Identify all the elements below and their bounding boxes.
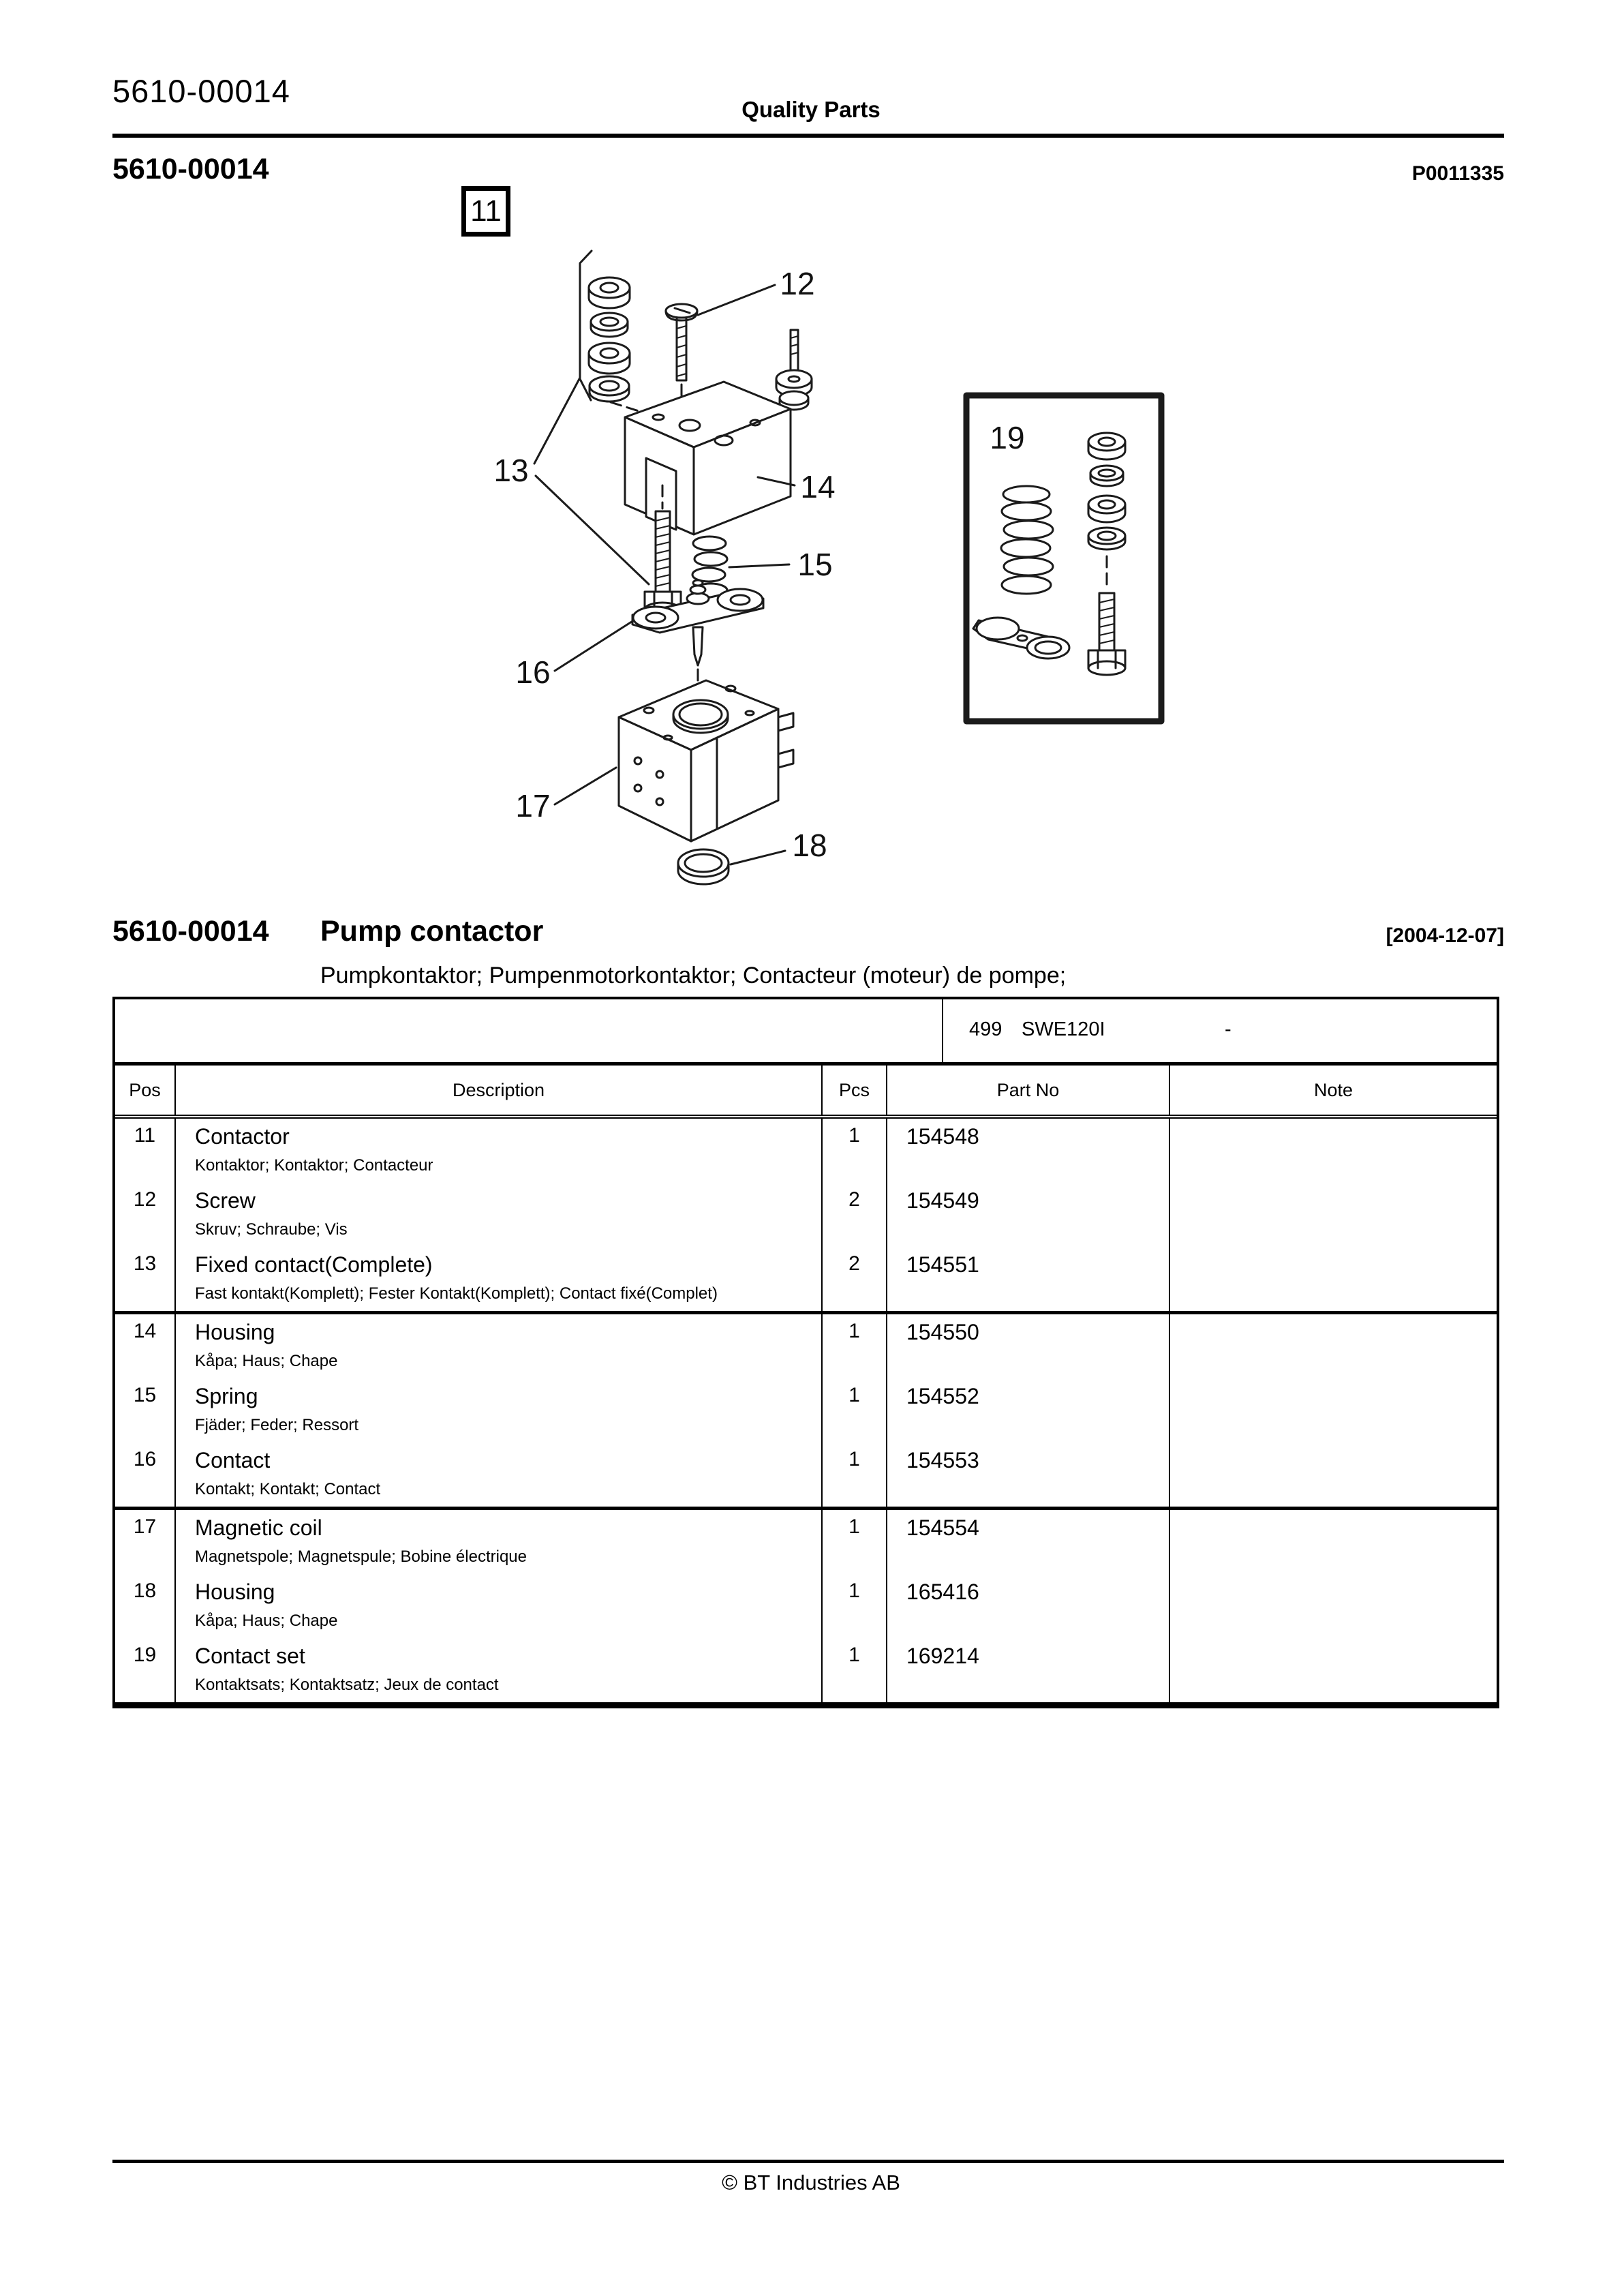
part-name: Spring bbox=[195, 1384, 258, 1408]
callout-19: 19 bbox=[990, 420, 1025, 455]
part-alt-names: Kåpa; Haus; Chape bbox=[195, 1612, 338, 1630]
series-header-row bbox=[115, 999, 1497, 1066]
row-part-no: 154549 bbox=[887, 1183, 1169, 1247]
part-alt-names: Skruv; Schraube; Vis bbox=[195, 1220, 348, 1239]
table-row bbox=[115, 1442, 1497, 1509]
row-pos: 11 bbox=[134, 1124, 156, 1147]
table-row bbox=[115, 1117, 1497, 1183]
callout-15: 15 bbox=[797, 547, 833, 582]
row-pcs: 1 bbox=[822, 1574, 887, 1638]
row-part-no: 154551 bbox=[887, 1247, 1169, 1313]
row-part-no: 154552 bbox=[887, 1378, 1169, 1442]
row-pcs: 1 bbox=[822, 1378, 887, 1442]
row-note bbox=[1169, 1378, 1497, 1442]
part-alt-names: Kontaktsats; Kontaktsatz; Jeux de contact bbox=[195, 1676, 499, 1694]
row-description bbox=[175, 1509, 822, 1575]
part-name: Screw bbox=[195, 1188, 256, 1213]
fixed-contact-stack-illustration bbox=[580, 251, 658, 417]
row-description bbox=[175, 1313, 822, 1379]
callout-13: 13 bbox=[493, 453, 529, 488]
row-description bbox=[175, 1247, 822, 1313]
row-note bbox=[1169, 1117, 1497, 1183]
callout-16: 16 bbox=[515, 654, 551, 690]
col-header-description: Description bbox=[175, 1066, 822, 1117]
row-part-no: 154550 bbox=[887, 1313, 1169, 1379]
section-revision-date: [2004-12-07] bbox=[1386, 924, 1504, 947]
series-divider bbox=[942, 999, 943, 1062]
part-alt-names: Magnetspole; Magnetspule; Bobine électrique bbox=[195, 1547, 527, 1566]
callout-17: 17 bbox=[515, 788, 551, 824]
col-header-part-no: Part No bbox=[887, 1066, 1169, 1117]
row-note bbox=[1169, 1247, 1497, 1313]
table-row bbox=[115, 1183, 1497, 1247]
row-pcs: 1 bbox=[822, 1442, 887, 1509]
row-part-no: 169214 bbox=[887, 1638, 1169, 1704]
row-part-no: 154548 bbox=[887, 1117, 1169, 1183]
row-part-no: 154553 bbox=[887, 1442, 1169, 1509]
part-name: Fixed contact(Complete) bbox=[195, 1252, 433, 1277]
leader-18 bbox=[731, 851, 785, 864]
row-pos: 14 bbox=[133, 1320, 157, 1342]
leader-12 bbox=[698, 285, 775, 315]
callout-18: 18 bbox=[792, 828, 827, 863]
row-note bbox=[1169, 1442, 1497, 1509]
contact-set-box bbox=[966, 395, 1161, 721]
col-header-pcs: Pcs bbox=[822, 1066, 887, 1117]
callout-14: 14 bbox=[800, 469, 836, 504]
row-pcs: 1 bbox=[822, 1313, 887, 1379]
row-description bbox=[175, 1442, 822, 1509]
image-reference: P0011335 bbox=[1411, 162, 1504, 185]
table-row bbox=[115, 1638, 1497, 1704]
document-number: 5610-00014 bbox=[112, 153, 269, 185]
row-description bbox=[175, 1117, 822, 1183]
row-pos: 19 bbox=[115, 1638, 175, 1704]
row-description bbox=[175, 1183, 822, 1247]
col-header-note: Note bbox=[1169, 1066, 1497, 1117]
page-header-title: Quality Parts bbox=[741, 97, 881, 122]
footer-copyright: © BT Industries AB bbox=[722, 2171, 900, 2194]
section-title: Pump contactor bbox=[320, 915, 544, 948]
leader-13a bbox=[534, 378, 580, 464]
row-note bbox=[1169, 1183, 1497, 1247]
housing-ring-illustration bbox=[678, 849, 729, 884]
row-note bbox=[1169, 1509, 1497, 1575]
part-name: Magnetic coil bbox=[195, 1515, 322, 1540]
leader-16 bbox=[555, 620, 634, 671]
page-header-doc-number: 5610-00014 bbox=[112, 73, 290, 109]
row-pcs: 1 bbox=[822, 1117, 887, 1183]
row-description bbox=[175, 1378, 822, 1442]
footer-rule bbox=[112, 2160, 1504, 2163]
section-subtitle: Pumpkontaktor; Pumpenmotorkontaktor; Contacteur (moteur) de pompe; bbox=[320, 963, 1067, 988]
row-description bbox=[175, 1638, 822, 1704]
row-pcs: 2 bbox=[822, 1183, 887, 1247]
part-name: Housing bbox=[195, 1580, 275, 1604]
series-serial-from: SWE120I bbox=[1022, 1018, 1105, 1040]
part-alt-names: Kontaktor; Kontaktor; Contacteur bbox=[195, 1156, 433, 1175]
table-row bbox=[115, 1509, 1497, 1575]
section-doc-number: 5610-00014 bbox=[112, 915, 269, 948]
part-name: Housing bbox=[195, 1320, 275, 1344]
row-note bbox=[1169, 1574, 1497, 1638]
table-row bbox=[115, 1574, 1497, 1638]
callout-12: 12 bbox=[780, 266, 815, 301]
col-header-pos: Pos bbox=[115, 1066, 175, 1117]
row-pcs: 1 bbox=[822, 1638, 887, 1704]
series-code: 499 bbox=[969, 1018, 1003, 1040]
magnetic-coil-illustration bbox=[619, 680, 793, 841]
part-alt-names: Kåpa; Haus; Chape bbox=[195, 1352, 338, 1370]
part-alt-names: Kontakt; Kontakt; Contact bbox=[195, 1480, 381, 1498]
part-alt-names: Fjäder; Feder; Ressort bbox=[195, 1416, 359, 1434]
housing-illustration bbox=[625, 330, 812, 534]
table-row bbox=[115, 1313, 1497, 1379]
row-note bbox=[1169, 1638, 1497, 1704]
row-pos: 16 bbox=[115, 1442, 175, 1509]
leader-15 bbox=[729, 564, 789, 567]
series-serial-to: - bbox=[1225, 1018, 1231, 1040]
exploded-parts-diagram bbox=[409, 177, 1193, 900]
detail-box-label: 11 bbox=[470, 194, 502, 228]
row-pcs: 2 bbox=[822, 1247, 887, 1313]
row-note bbox=[1169, 1313, 1497, 1379]
parts-table bbox=[112, 997, 1499, 1708]
row-pos: 17 bbox=[133, 1515, 157, 1538]
row-pos: 15 bbox=[133, 1384, 157, 1406]
part-name: Contactor bbox=[195, 1124, 290, 1149]
part-name: Contact set bbox=[195, 1644, 305, 1668]
column-header-row bbox=[115, 1066, 1497, 1117]
row-pcs: 1 bbox=[822, 1509, 887, 1575]
part-alt-names: Fast kontakt(Komplett); Fester Kontakt(Komplett); Contact fixé(Complet) bbox=[195, 1284, 718, 1303]
row-description bbox=[175, 1574, 822, 1638]
row-pos: 13 bbox=[115, 1247, 175, 1313]
row-pos: 12 bbox=[133, 1188, 157, 1211]
header-rule bbox=[112, 134, 1504, 138]
table-row bbox=[115, 1247, 1497, 1313]
table-row bbox=[115, 1378, 1497, 1442]
row-pos: 18 bbox=[133, 1580, 157, 1602]
row-part-no: 165416 bbox=[887, 1574, 1169, 1638]
row-part-no: 154554 bbox=[887, 1509, 1169, 1575]
part-name: Contact bbox=[195, 1448, 271, 1472]
leader-17 bbox=[555, 768, 616, 804]
